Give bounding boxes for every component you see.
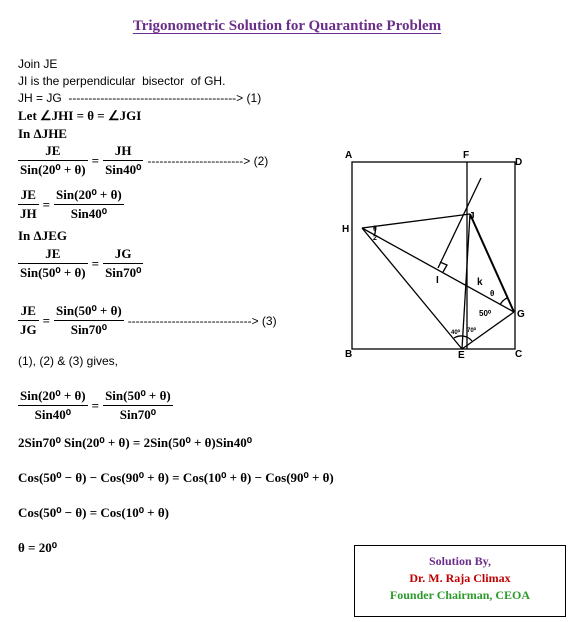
- right-angle-mark-i: [440, 262, 447, 272]
- equation-2: $\frac{JE}{\text{Sin(20⁰ + θ)}}$ = $\frac{JH}{\text{Sin40⁰}}$ ------------------------> (2): [20, 143, 269, 177]
- label-j: J: [469, 211, 475, 222]
- label-k: k: [477, 277, 483, 288]
- label-e: E: [458, 350, 465, 361]
- geometry-diagram: [340, 145, 540, 370]
- equation-6: Cos(50⁰ − θ) − Cos(90⁰ + θ) = Cos(10⁰ + θ) − Cos(90⁰ + θ): [18, 470, 334, 485]
- equation-8: θ = 20⁰: [18, 540, 57, 555]
- angle-arc-g: [500, 298, 507, 305]
- text-in-jhe: In ΔJHE: [18, 126, 67, 141]
- page-title: Trigonometric Solution for Quarantine Problem: [132, 18, 442, 34]
- text-let: Let ∠JHI = θ = ∠JGI: [18, 108, 142, 123]
- label-b: B: [345, 349, 353, 360]
- equation-3a: $\frac{JE}{\text{Sin(50⁰ + θ)}}$ = $\frac{JG}{\text{Sin70⁰}}$: [20, 246, 142, 280]
- equation-2b: $\frac{JE}{JH}$ = $\frac{\text{Sin(20⁰ + θ)}}{\text{Sin40⁰}}$: [20, 187, 122, 221]
- label-a: A: [345, 150, 353, 161]
- line-hj: [362, 214, 470, 228]
- label-d: D: [515, 157, 523, 168]
- text-bisector: JI is the perpendicular bisector of GH.: [18, 74, 226, 88]
- equation-1: JH = JG ------------------------------------------> (1): [18, 91, 262, 105]
- line-hg: [362, 228, 514, 312]
- equation-5: 2Sin70⁰ Sin(20⁰ + θ) = 2Sin(50⁰ + θ)Sin40⁰: [18, 435, 252, 450]
- angle-label-h-bottom: 2: [373, 235, 377, 242]
- label-g: G: [517, 309, 525, 320]
- label-h: H: [342, 224, 350, 235]
- angle-label-h-top: θ: [373, 226, 377, 233]
- label-c: C: [515, 349, 523, 360]
- equation-4: $\frac{\text{Sin(20⁰ + θ)}}{\text{Sin40⁰}}$ = $\frac{\text{Sin(50⁰ + θ)}}{\text{Sin70⁰}}$: [20, 388, 171, 422]
- text-gives: (1), (2) & (3) gives,: [18, 354, 119, 368]
- credit-author: Dr. M. Raja Climax: [409, 571, 511, 585]
- line-he: [362, 228, 462, 349]
- label-i: I: [436, 275, 439, 286]
- angle-label-e-40: 40⁰: [451, 330, 461, 336]
- label-f: F: [463, 150, 470, 161]
- equation-3: $\frac{JE}{JG}$ = $\frac{\text{Sin(50⁰ + θ)}}{\text{Sin70⁰}}$ -------------------------------> (3): [20, 303, 277, 337]
- text-in-jeg: In ΔJEG: [18, 228, 67, 243]
- credit-role: Founder Chairman, CEOA: [389, 588, 531, 602]
- equation-7: Cos(50⁰ − θ) = Cos(10⁰ + θ): [18, 505, 169, 520]
- credit-box: [354, 545, 566, 617]
- credit-line-1: Solution By,: [428, 554, 492, 568]
- angle-label-g-theta: θ: [490, 289, 495, 298]
- square-abcd: [352, 162, 515, 349]
- text-join: Join JE: [18, 57, 58, 71]
- angle-label-e-70: 70⁰: [467, 328, 477, 334]
- angle-label-g-50: 50⁰: [479, 309, 492, 318]
